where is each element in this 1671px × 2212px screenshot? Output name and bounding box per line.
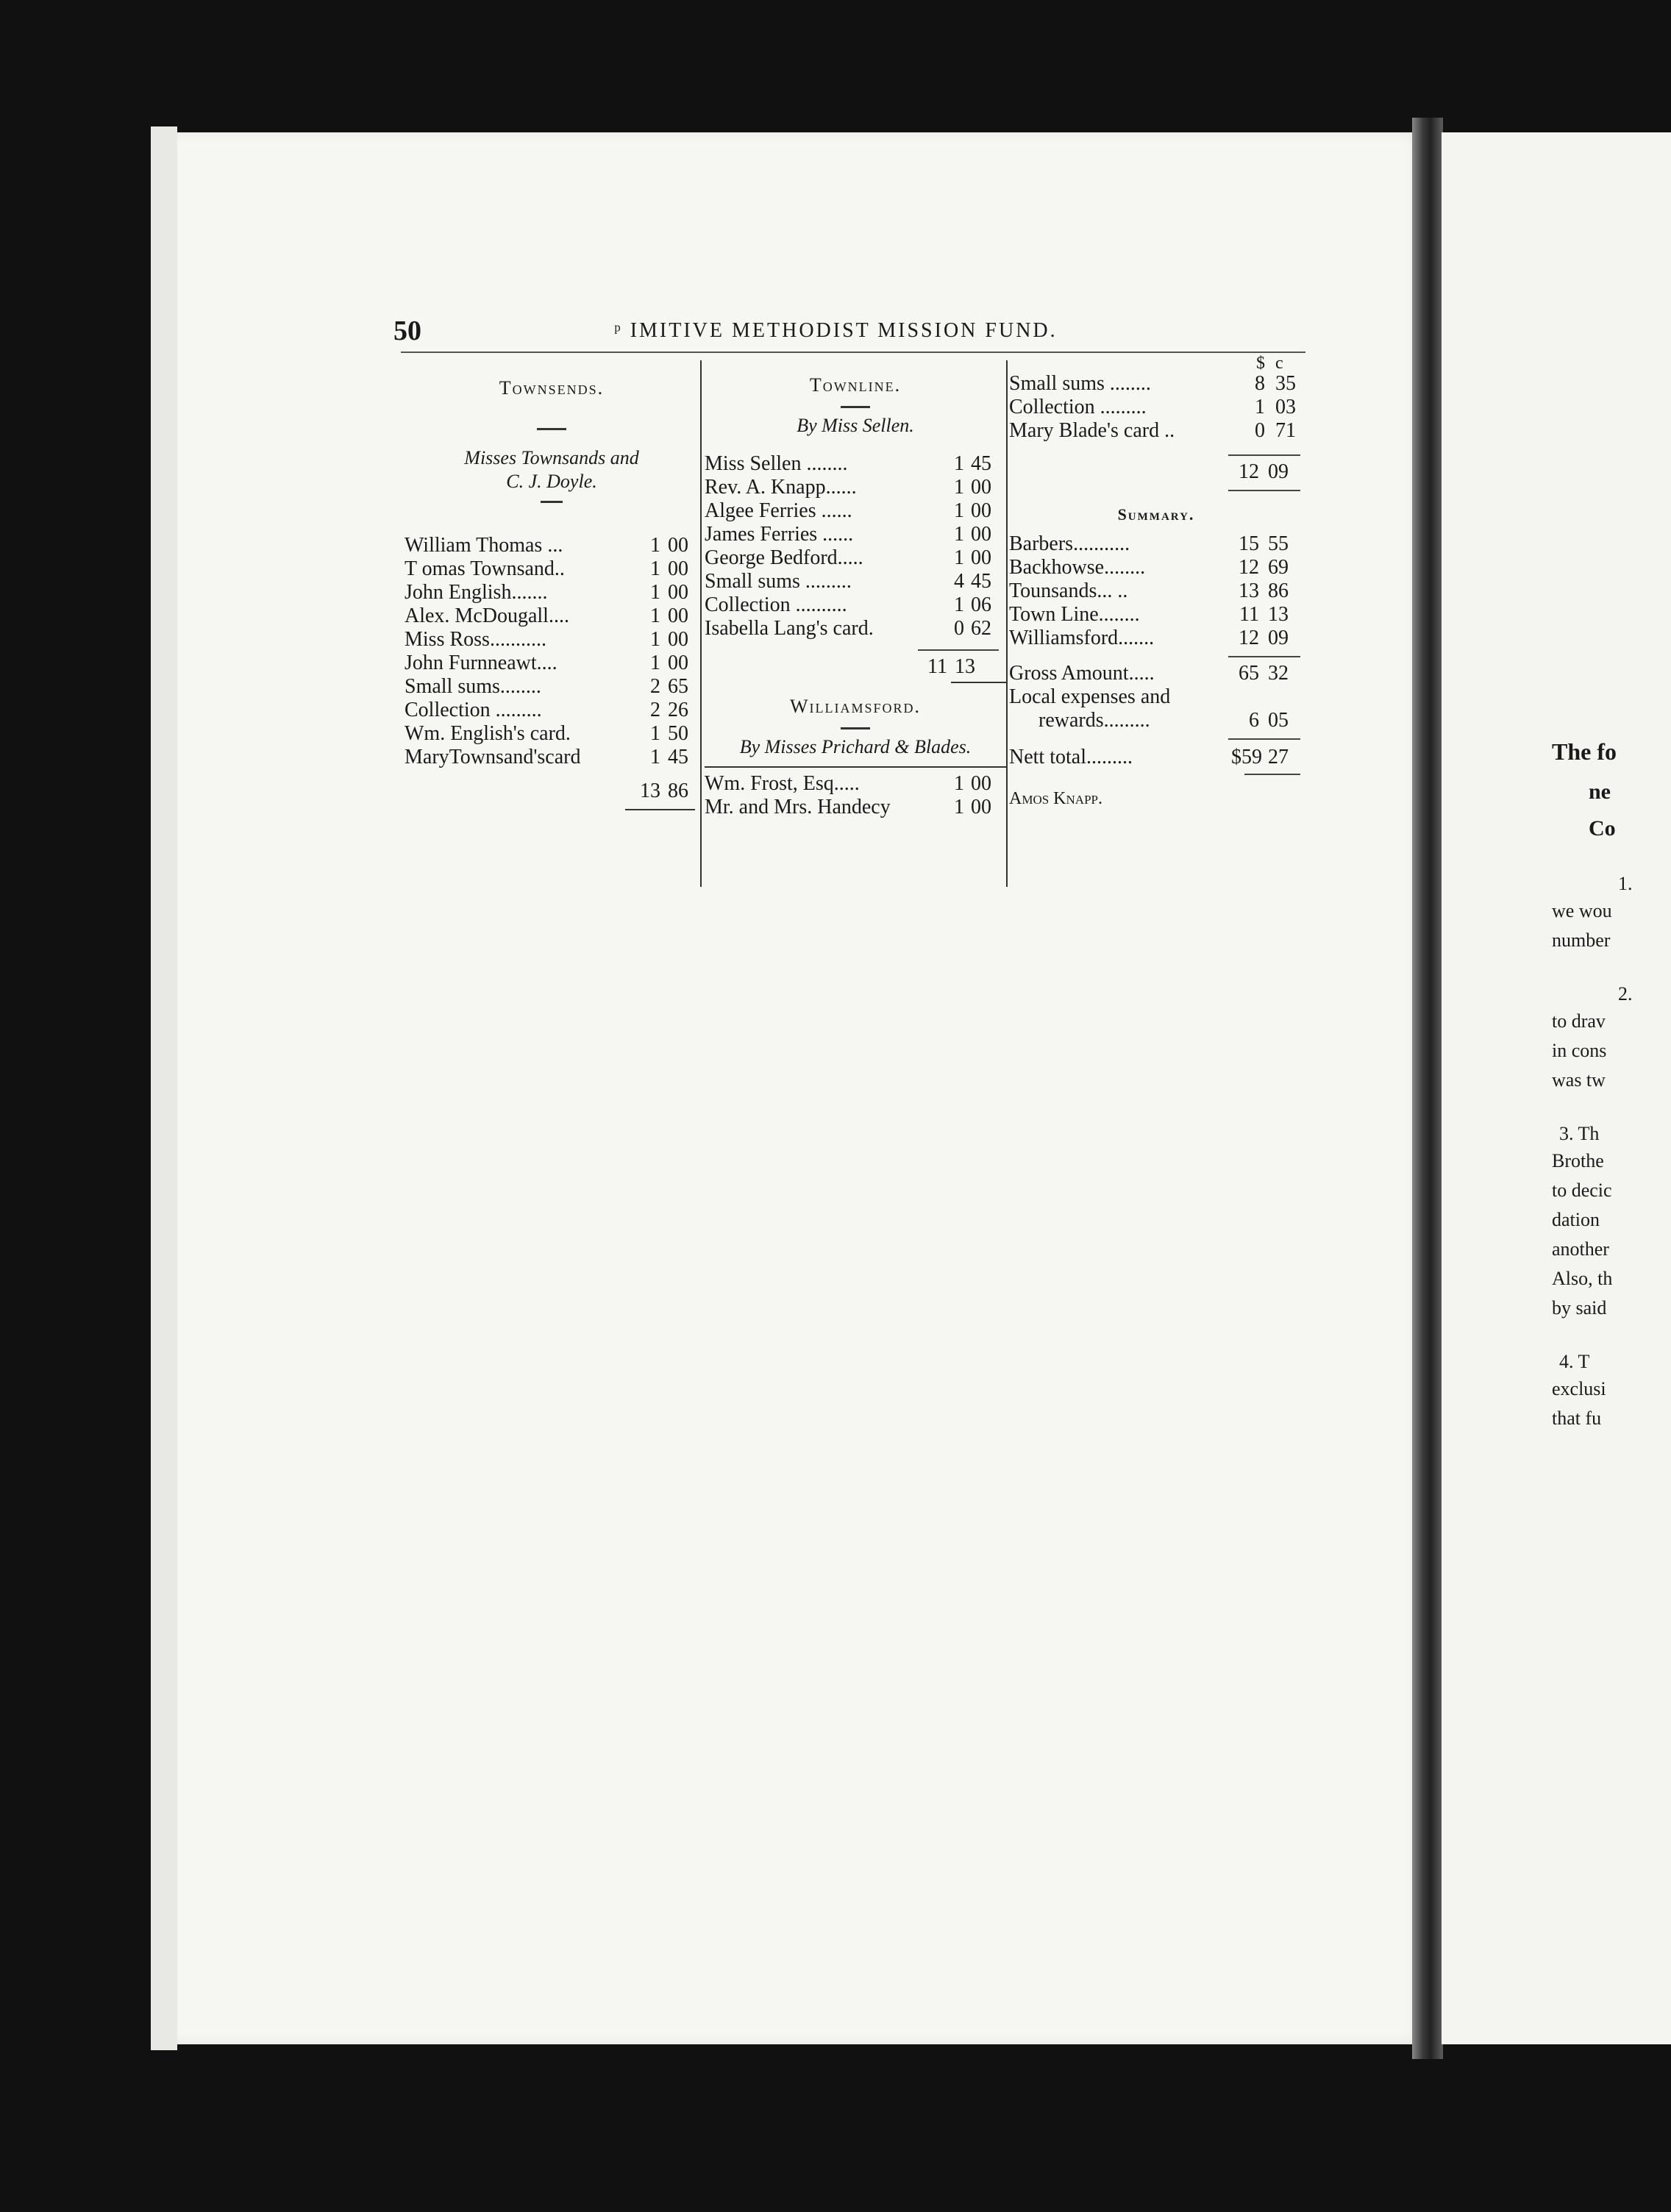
item-cents: 13 — [1268, 603, 1289, 626]
col2-subheading-2: By Misses Prichard & Blades. — [739, 736, 972, 757]
list-item — [405, 581, 699, 604]
list-item — [405, 675, 699, 699]
right-page-line: to decic — [1552, 1180, 1612, 1201]
right-page-line: number — [1552, 930, 1611, 951]
gross-amount: Gross Amount..... 65 32 — [1009, 662, 1289, 685]
item-dollars: 1 — [650, 722, 660, 745]
right-page-line: 4. T — [1559, 1351, 1590, 1372]
item-name: Miss Sellen ........ — [705, 452, 848, 475]
list-item — [705, 772, 1006, 796]
list-item — [405, 722, 699, 746]
item-cents: 35 — [1275, 372, 1296, 395]
right-page-line: 3. Th — [1559, 1123, 1600, 1144]
right-page-line: exclusi — [1552, 1378, 1606, 1399]
item-name: Tounsands... .. — [1009, 579, 1128, 602]
item-dollars: 1 — [954, 499, 964, 522]
local-expenses: Local expenses and — [1009, 685, 1171, 708]
item-cents: 00 — [971, 796, 991, 818]
list-item — [705, 476, 1006, 499]
page-header — [393, 315, 1320, 344]
list-item — [1009, 556, 1303, 579]
list-item — [1009, 627, 1303, 650]
item-name: George Bedford..... — [705, 546, 863, 569]
column-divider-2 — [1006, 360, 1008, 887]
right-page-line: ne — [1589, 779, 1611, 804]
item-name: Backhowse........ — [1009, 556, 1146, 579]
right-page-line: The fo — [1552, 738, 1617, 765]
item-dollars: 2 — [650, 699, 660, 721]
col2-subheading: By Miss Sellen. — [797, 415, 914, 436]
item-cents: 65 — [668, 675, 688, 698]
item-dollars: 0 — [1255, 419, 1265, 442]
list-item — [405, 557, 699, 581]
right-page-line: Co — [1589, 816, 1616, 841]
townsends-column — [405, 374, 699, 803]
item-dollars: 1 — [650, 581, 660, 604]
column-divider-1 — [700, 360, 702, 887]
list-item — [705, 593, 1006, 617]
item-name: Barbers........... — [1009, 532, 1130, 555]
list-item — [705, 546, 1006, 570]
item-name: T omas Townsand.. — [405, 557, 565, 580]
item-dollars: 1 — [1255, 396, 1265, 418]
item-dollars: 12 — [1239, 627, 1259, 649]
item-name: Collection ......... — [1009, 396, 1147, 418]
list-item — [405, 628, 699, 652]
col3-list — [1009, 372, 1303, 443]
item-cents: 71 — [1275, 419, 1296, 442]
item-name: Miss Ross........... — [405, 628, 546, 651]
item-dollars: 1 — [650, 746, 660, 768]
col2-total: 11 13 — [927, 655, 975, 678]
right-page-line: we wou — [1552, 900, 1612, 921]
item-name: Algee Ferries ...... — [705, 499, 852, 522]
item-cents: 00 — [971, 772, 991, 795]
list-item — [705, 617, 1006, 641]
item-name: Williamsford....... — [1009, 627, 1155, 649]
right-page-line: by said — [1552, 1297, 1607, 1319]
item-name: Rev. A. Knapp...... — [705, 476, 857, 499]
right-page-line: Also, th — [1552, 1268, 1613, 1289]
item-name: Collection ......... — [405, 699, 542, 721]
item-cents: 00 — [668, 581, 688, 604]
col1-total: 13 86 — [640, 779, 688, 802]
rewards: rewards......... 6 05 — [1038, 709, 1289, 732]
item-dollars: 1 — [954, 546, 964, 569]
item-name: Collection .......... — [705, 593, 847, 616]
item-dollars: 8 — [1255, 372, 1265, 395]
item-cents: 00 — [668, 628, 688, 651]
item-dollars: 1 — [650, 604, 660, 627]
item-cents: 86 — [1268, 579, 1289, 602]
item-dollars: 1 — [650, 628, 660, 651]
item-cents: 00 — [668, 604, 688, 627]
item-dollars: 13 — [1239, 579, 1259, 602]
list-item — [705, 796, 1006, 819]
item-dollars: 11 — [1239, 603, 1259, 626]
list-item — [1009, 532, 1303, 556]
list-item — [1009, 396, 1303, 419]
page-number: 50 — [393, 315, 421, 346]
item-dollars: 1 — [650, 534, 660, 557]
item-dollars: 2 — [650, 675, 660, 698]
item-name: MaryTownsand'scard — [405, 746, 581, 768]
list-item — [405, 534, 699, 557]
item-dollars: 1 — [954, 593, 964, 616]
nett-total: Nett total......... $59 27 — [1009, 746, 1289, 768]
item-dollars: 1 — [954, 523, 964, 546]
item-name: John Furnneawt.... — [405, 652, 557, 674]
item-cents: 50 — [668, 722, 688, 745]
item-name: Mr. and Mrs. Handecy — [705, 796, 891, 818]
item-cents: 55 — [1268, 532, 1289, 555]
item-dollars: 1 — [954, 452, 964, 475]
item-dollars: 1 — [650, 557, 660, 580]
item-cents: 00 — [971, 523, 991, 546]
item-dollars: 0 — [954, 617, 964, 640]
list-item — [405, 652, 699, 675]
list-item — [1009, 579, 1303, 603]
item-name: Alex. McDougall.... — [405, 604, 569, 627]
col1-subheading: Misses Townsands and — [464, 447, 639, 468]
summary-column — [1009, 352, 1303, 810]
item-name: Small sums........ — [405, 675, 541, 698]
right-page-line: another — [1552, 1238, 1609, 1260]
item-dollars: 1 — [954, 796, 964, 818]
item-cents: 45 — [971, 570, 991, 593]
item-cents: 00 — [971, 476, 991, 499]
item-name: Wm. English's card. — [405, 722, 571, 745]
right-page-line: 2. — [1618, 983, 1633, 1005]
item-name: James Ferries ...... — [705, 523, 854, 546]
right-page-line: was tw — [1552, 1069, 1606, 1091]
right-page-line: that fu — [1552, 1408, 1602, 1429]
item-cents: 09 — [1268, 627, 1289, 649]
book-spine — [1412, 118, 1443, 2059]
item-name: Mary Blade's card .. — [1009, 419, 1175, 442]
list-item — [405, 746, 699, 769]
list-item — [405, 699, 699, 722]
signature: Amos Knapp. — [1009, 789, 1102, 808]
list-item — [705, 570, 1006, 593]
right-page-line: 1. — [1618, 873, 1633, 894]
item-dollars: 1 — [650, 652, 660, 674]
item-dollars: 12 — [1239, 556, 1259, 579]
item-cents: 03 — [1275, 396, 1296, 418]
item-dollars: 1 — [954, 772, 964, 795]
col1-heading: Townsends. — [499, 377, 605, 399]
item-dollars: 15 — [1239, 532, 1259, 555]
summary-heading: Summary. — [1117, 505, 1195, 524]
col2-heading: Townline. — [809, 374, 902, 396]
item-cents: 00 — [668, 534, 688, 557]
item-name: Small sums ........ — [1009, 372, 1151, 395]
list-item — [1009, 603, 1303, 627]
item-cents: 00 — [668, 652, 688, 674]
townline-column — [705, 374, 1006, 819]
currency-head: $ c — [1256, 354, 1283, 373]
list-item — [1009, 372, 1303, 396]
list-item — [405, 604, 699, 628]
item-cents: 45 — [971, 452, 991, 475]
right-page-line: in cons — [1552, 1040, 1607, 1061]
col1-subheading-2: C. J. Doyle. — [506, 471, 597, 492]
col2-heading-2: Williamsford. — [789, 696, 922, 717]
item-cents: 45 — [668, 746, 688, 768]
item-name: Wm. Frost, Esq..... — [705, 772, 860, 795]
list-item — [705, 452, 1006, 476]
item-name: John English....... — [405, 581, 548, 604]
item-cents: 00 — [971, 546, 991, 569]
list-item — [1009, 419, 1303, 443]
item-cents: 00 — [971, 499, 991, 522]
item-name: Small sums ......... — [705, 570, 852, 593]
right-page-line: dation — [1552, 1209, 1600, 1230]
col2-list — [705, 452, 1006, 641]
col2-list-2 — [705, 772, 1006, 819]
item-name: William Thomas ... — [405, 534, 563, 557]
item-dollars: 1 — [954, 476, 964, 499]
item-cents: 62 — [971, 617, 991, 640]
col3-subtotal: 12 09 — [1239, 460, 1289, 483]
item-dollars: 4 — [954, 570, 964, 593]
item-cents: 26 — [668, 699, 688, 721]
item-cents: 69 — [1268, 556, 1289, 579]
list-item — [705, 499, 1006, 523]
running-title: ᵖ IMITIVE METHODIST MISSION FUND. — [614, 319, 1058, 342]
item-name: Isabella Lang's card. — [705, 617, 874, 640]
col1-list — [405, 534, 699, 769]
item-cents: 00 — [668, 557, 688, 580]
item-name: Town Line........ — [1009, 603, 1140, 626]
list-item — [705, 523, 1006, 546]
summary-list — [1009, 532, 1303, 650]
item-cents: 06 — [971, 593, 991, 616]
right-page-line: to drav — [1552, 1010, 1606, 1032]
right-page-line: Brothe — [1552, 1150, 1604, 1171]
